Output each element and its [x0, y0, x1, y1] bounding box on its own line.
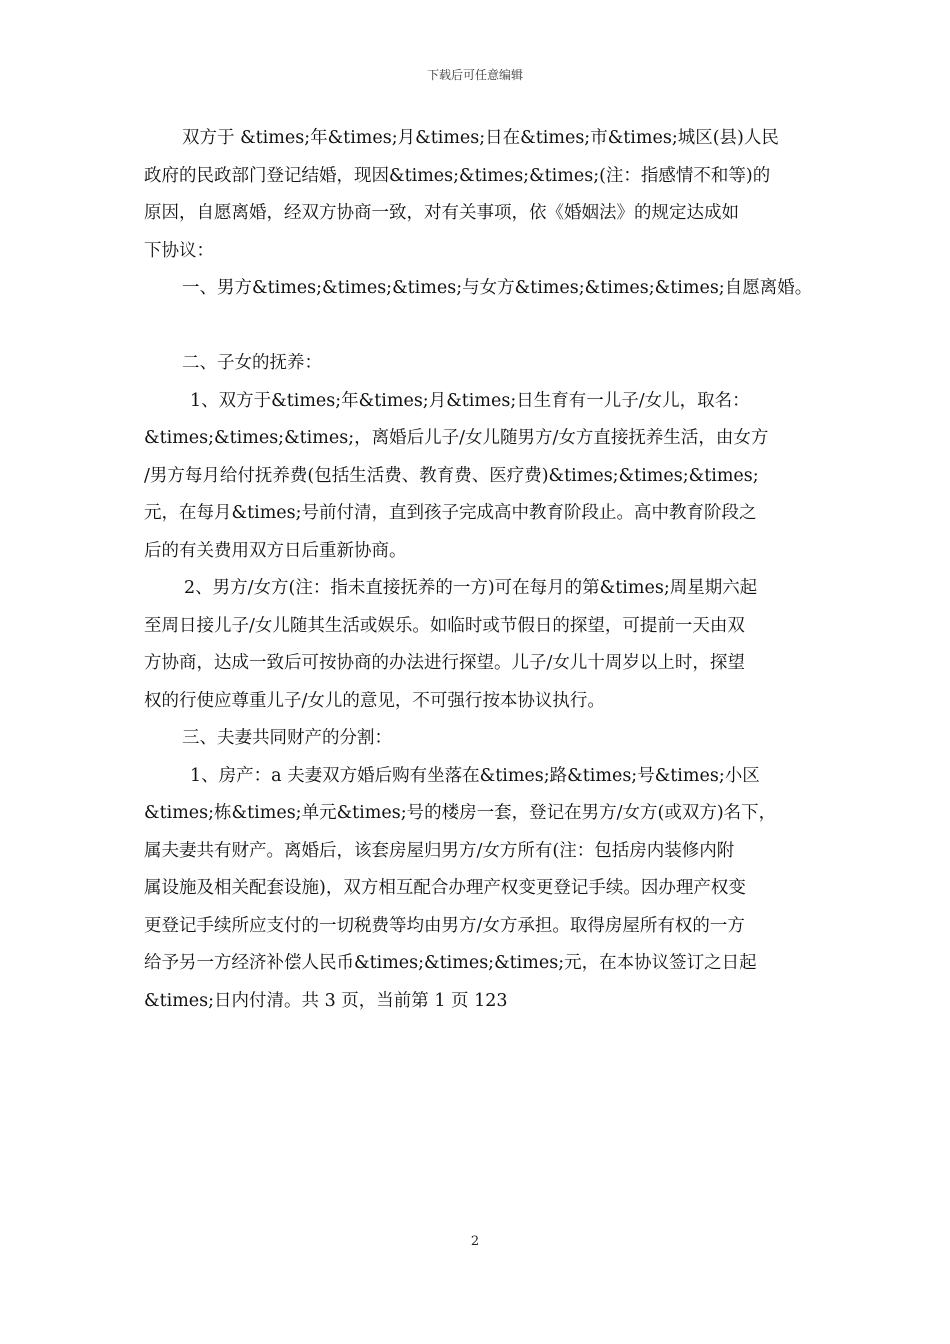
- paragraph-line: 1、房产：a 夫妻双方婚后购有坐落在&times;路&times;号&times;小区: [190, 765, 760, 786]
- blank-line: [144, 308, 820, 346]
- paragraph-line: 双方于 &times;年&times;月&times;日在&times;市&times;城区(县)人民: [182, 128, 779, 148]
- paragraph-line: 元，在每月&times;号前付清，直到孩子完成高中教育阶段止。高中教育阶段之: [144, 503, 757, 523]
- paragraph-line: 1、双方于&times;年&times;月&times;日生育有一儿子/女儿，取名：: [190, 390, 750, 411]
- paragraph-line: &times;日内付清。共 3 页，当前第 1 页 123: [144, 990, 508, 1011]
- paragraph-line: 政府的民政部门登记结婚，现因&times;&times;&times;(注：指感情不和等)的: [144, 165, 771, 186]
- page-header: 下载后可任意编辑: [426, 68, 523, 82]
- paragraph-line: &times;栋&times;单元&times;号的楼房一套，登记在男方/女方(或双方)名下，: [144, 803, 777, 823]
- clause-one: 一、男方&times;&times;&times;与女方&times;&times;&times;自愿离婚。: [182, 278, 813, 298]
- section-heading: 三、夫妻共同财产的分割：: [182, 728, 392, 748]
- paragraph-line: 至周日接儿子/女儿随其生活或娱乐。如临时或节假日的探望，可提前一天由双: [144, 615, 745, 636]
- paragraph-line: 给予另一方经济补偿人民币&times;&times;&times;元，在本协议签订之日起: [144, 953, 757, 973]
- paragraph-line: 方协商，达成一致后可按协商的办法进行探望。儿子/女儿十周岁以上时，探望: [144, 653, 745, 673]
- section-heading: 二、子女的抚养：: [182, 353, 322, 373]
- paragraph-line: 下协议：: [144, 240, 214, 261]
- paragraph-line: 属设施及相关配套设施)，双方相互配合办理产权变更登记手续。因办理产权变: [144, 878, 746, 898]
- paragraph-line: 原因，自愿离婚，经双方协商一致，对有关事项，依《婚姻法》的规定达成如: [144, 203, 739, 223]
- document-body: [144, 120, 820, 1020]
- paragraph-line: 后的有关费用双方日后重新协商。: [144, 540, 407, 561]
- paragraph-line: 属夫妻共有财产。离婚后，该套房屋归男方/女方所有(注：包括房内装修内附: [144, 840, 735, 861]
- paragraph-line: 权的行使应尊重儿子/女儿的意见，不可强行按本协议执行。: [144, 690, 605, 711]
- paragraph-line: 更登记手续所应支付的一切税费等均由男方/女方承担。取得房屋所有权的一方: [144, 915, 745, 936]
- paragraph-line: /男方每月给付抚养费(包括生活费、教育费、医疗费)&times;&times;&times;: [144, 465, 759, 486]
- paragraph-line: 2、男方/女方(注：指未直接抚养的一方)可在每月的第&times;周星期六起: [184, 578, 758, 598]
- paragraph-line: &times;&times;&times;，离婚后儿子/女儿随男方/女方直接抚养生活，由女方: [144, 428, 769, 448]
- page-number: 2: [470, 1234, 480, 1249]
